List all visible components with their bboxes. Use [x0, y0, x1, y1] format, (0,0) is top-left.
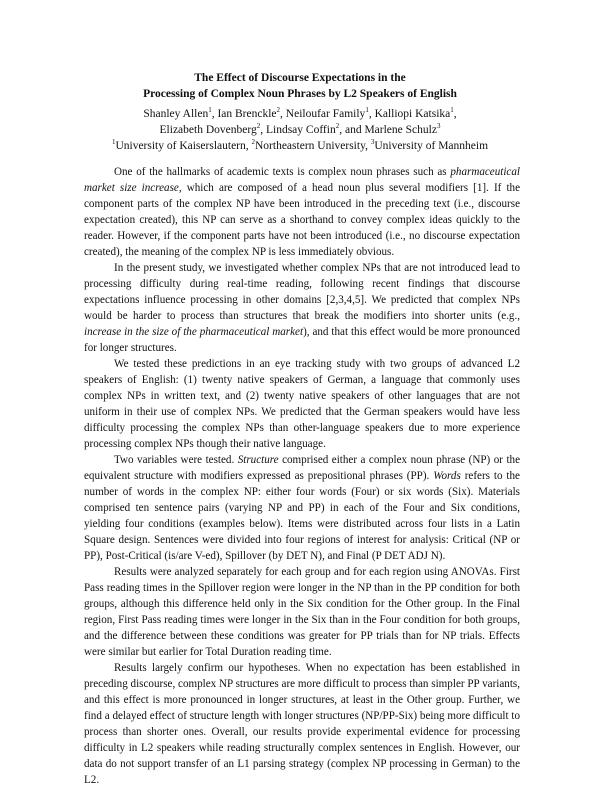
example-phrase: increase in the size of the pharmaceutical market [84, 326, 304, 338]
author-affiliation-mark: 3 [436, 122, 441, 131]
author-separator: , and [339, 124, 365, 136]
affiliation-name: Northeastern University [255, 140, 366, 152]
paragraph-2 [84, 260, 520, 356]
paragraph-text: Results were analyzed separately for each group and for each region using ANOVAs. First Pass reading times in the Spillover region were longer in the NP than in the PP condition for both groups, although this difference held only in the Six condition for the Other group. In the Final region, First Pass reading times were longer in the Six than in the Four condition for both groups, and the difference between these conditions was greater for PP trials than for NP trials. Effects were similar but earlier for Total Duration reading time. [84, 566, 520, 658]
affiliation-mark: 1 [111, 138, 116, 147]
variable-name: Words [433, 470, 461, 482]
author-name: Marlene Schulz [364, 124, 437, 136]
paragraph-6 [84, 660, 520, 788]
author-name: Shanley Allen [143, 108, 209, 120]
author-affiliation-mark: 2 [256, 122, 261, 131]
author-affiliation-mark: 2 [335, 122, 340, 131]
paper-title [60, 70, 540, 102]
author-affiliation-mark: 1 [208, 106, 212, 115]
paragraph-text: One of the hallmarks of academic texts is complex noun phrases such as [114, 166, 451, 178]
abstract-body [84, 164, 520, 788]
author-separator: , [453, 108, 457, 120]
author-block [60, 106, 540, 154]
paragraph-text: Two variables were tested. [114, 454, 238, 466]
paragraph-3 [84, 356, 520, 452]
paragraph-text: comprised either a complex noun phrase (NP) or the equivalent structure with modifiers expressed as prepositional phrases (PP). [84, 454, 520, 482]
affiliation-separator: , [245, 140, 252, 152]
paragraph-text: , which are composed of a head noun plus several modifiers [1]. If the component parts of the complex NP have been introduced in the preceding text (i.e., discourse expectation created), this NP can serve as a shorthand to convey complex ideas quickly to the reader. However, if the component parts have not been introduced (i.e., no discourse expectation created), the meaning of the complex NP is less immediately obvious. [84, 182, 520, 258]
affiliations-line [60, 138, 540, 154]
author-name: Kalliopi Katsika [374, 108, 451, 120]
paragraph-5 [84, 564, 520, 660]
affiliation-separator: , [365, 140, 371, 152]
author-name: Ian Brenckle [217, 108, 277, 120]
authors-line-2 [60, 122, 540, 138]
paragraph-text: refers to the number of words in the complex NP: either four words (Four) or six words (Six). Materials comprised ten sentence pairs (varying NP and PP) in each of the Four and Six conditions, yielding four conditions (examples below). Items were distributed across four lists in a Latin Square design. Sentences were divided into four regions of interest for analysis: Critical (NP or PP), Post-Critical (is/are V-ed), Spillover (by DET N), and Final (P DET ADJ N). [84, 470, 520, 562]
paragraph-text: We tested these predictions in an eye tracking study with two groups of advanced L2 speakers of English: (1) twenty native speakers of German, a language that commonly uses complex NPs in written text, and (2) twenty native speakers of other languages that are not uniform in their use of complex NPs. We predicted that the German speakers would have less difficulty processing the complex NPs than other-language speakers due to more experience processing complex NPs though their native language. [84, 358, 520, 450]
example-phrase: pharmaceutical market size increase [84, 166, 520, 194]
author-separator: , [368, 108, 375, 120]
author-separator: , [211, 108, 218, 120]
author-separator: , [280, 108, 286, 120]
author-name: Neiloufar Family [285, 108, 366, 120]
author-name: Lindsay Coffin [265, 124, 336, 136]
paragraph-text: Results largely confirm our hypotheses. When no expectation has been established in preceding discourse, complex NP structures are more difficult to process than simpler PP variants, and this effect is more pronounced in longer structures, at least in the Other group. Further, we find a delayed effect of structure length with longer structures (NP/PP-Six) being more difficult to process than shorter ones. Overall, our results provide experimental evidence for processing difficulty in L2 speakers while reading structurally complex sentences in English. However, our data do not support transfer of an L1 parsing strategy (complex NP processing in German) to the L2. [84, 662, 520, 786]
paragraph-text: In the present study, we investigated whether complex NPs that are not introduced lead to processing difficulty during real-time reading, following recent findings that discourse expectations influence processing in other domains [2,3,4,5]. We predicted that complex NPs would be harder to process than structures that break the modifiers into shorter units (e.g., [84, 262, 520, 322]
paragraph-text: ), and that this effect would be more pronounced for longer structures. [84, 326, 520, 354]
affiliation-name: University of Mannheim [374, 140, 489, 152]
paragraph-4 [84, 452, 520, 564]
author-affiliation-mark: 1 [365, 106, 369, 115]
title-line-1: The Effect of Discourse Expectations in the [194, 72, 406, 84]
variable-name: Structure [237, 454, 279, 466]
title-line-2: Processing of Complex Noun Phrases by L2 Speakers of English [143, 88, 457, 100]
author-affiliation-mark: 1 [450, 106, 454, 115]
author-name: Elizabeth Dovenberg [159, 124, 257, 136]
authors-line-1 [60, 106, 540, 122]
affiliation-mark: 3 [370, 138, 375, 147]
affiliation-mark: 2 [251, 138, 255, 147]
author-separator: , [260, 124, 266, 136]
paragraph-1 [84, 164, 520, 260]
affiliation-name: University of Kaiserslautern [115, 140, 246, 152]
author-affiliation-mark: 2 [276, 106, 281, 115]
